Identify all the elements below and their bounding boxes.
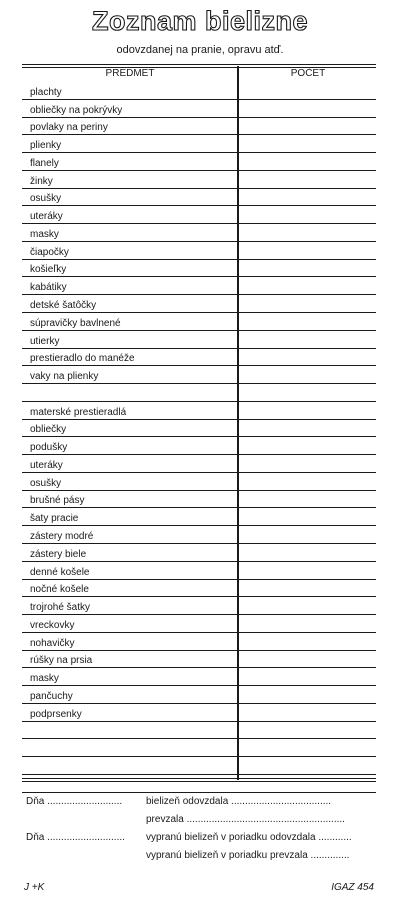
- item-label: čiapočky: [30, 246, 69, 258]
- table-row[interactable]: [22, 171, 376, 189]
- item-label: košieľky: [30, 264, 67, 276]
- table-row[interactable]: [22, 508, 376, 526]
- item-label: podprsenky: [30, 708, 82, 720]
- item-label: nohavičky: [30, 637, 75, 649]
- table-row[interactable]: [22, 739, 376, 757]
- item-label: obliečky na pokrývky: [30, 104, 123, 116]
- item-label: šaty pracie: [30, 513, 79, 525]
- date-field-1[interactable]: Dňa ...........................: [26, 796, 123, 807]
- item-label: masky: [30, 673, 59, 685]
- table-row[interactable]: [22, 331, 376, 349]
- table-row[interactable]: [22, 704, 376, 722]
- item-label: detské šatôčky: [30, 300, 97, 311]
- item-label: plachty: [30, 86, 62, 98]
- table-row[interactable]: [22, 224, 376, 242]
- table-row[interactable]: [22, 402, 376, 420]
- table-row[interactable]: [22, 526, 376, 544]
- table-row[interactable]: [22, 633, 376, 651]
- item-label: pančuchy: [30, 690, 73, 702]
- table-row[interactable]: [22, 366, 376, 384]
- item-label: uteráky: [30, 459, 63, 471]
- item-label: brušné pásy: [30, 495, 85, 507]
- date-field-2[interactable]: Dňa ............................: [26, 832, 125, 843]
- item-label: osušky: [30, 477, 62, 489]
- table-row[interactable]: [22, 277, 376, 295]
- footer-right: IGAZ 454: [331, 882, 374, 893]
- table-row[interactable]: [22, 686, 376, 704]
- table-row[interactable]: [22, 295, 376, 313]
- table-row[interactable]: [22, 455, 376, 473]
- item-label: materské prestieradlá: [30, 406, 127, 418]
- item-label: flanely: [30, 157, 59, 169]
- table-row[interactable]: [22, 615, 376, 633]
- table-row[interactable]: [22, 153, 376, 171]
- table-row[interactable]: [22, 491, 376, 509]
- table-row[interactable]: [22, 118, 376, 136]
- item-label: uteráky: [30, 211, 63, 223]
- table-row[interactable]: [22, 668, 376, 686]
- table-row[interactable]: [22, 313, 376, 331]
- table-row[interactable]: [22, 562, 376, 580]
- washed-handed-over-field[interactable]: vypranú bielizeň v poriadku odovzdala ............: [146, 832, 352, 843]
- page-title: Zoznam bielizne: [91, 6, 309, 36]
- table-row[interactable]: [22, 544, 376, 562]
- column-header-item: PREDMET: [105, 68, 155, 79]
- footer-left: J +K: [24, 882, 45, 893]
- table-row[interactable]: [22, 580, 376, 598]
- item-label: utierky: [30, 335, 60, 347]
- table-row[interactable]: [22, 260, 376, 278]
- item-label: vaky na plienky: [30, 371, 99, 383]
- table-row[interactable]: [22, 597, 376, 615]
- item-label: osušky: [30, 193, 62, 205]
- handed-over-field[interactable]: bielizeň odovzdala ....................................: [146, 796, 332, 807]
- table-row[interactable]: [22, 420, 376, 438]
- table-row[interactable]: [22, 206, 376, 224]
- item-label: kabátiky: [30, 282, 67, 294]
- item-label: obliečky: [30, 424, 67, 436]
- received-field[interactable]: prevzala .........................................................: [146, 814, 345, 825]
- table-row[interactable]: [22, 189, 376, 207]
- item-label: zástery biele: [30, 548, 87, 560]
- item-label: súpravičky bavlnené: [30, 317, 121, 329]
- table-row[interactable]: [22, 651, 376, 669]
- page-subtitle: odovzdanej na pranie, opravu atď.: [116, 44, 284, 56]
- table-row[interactable]: [22, 82, 376, 100]
- table-row[interactable]: [22, 349, 376, 367]
- table-row[interactable]: [22, 100, 376, 118]
- item-label: zástery modré: [30, 531, 94, 543]
- table-row[interactable]: [22, 722, 376, 740]
- table-row[interactable]: [22, 242, 376, 260]
- table-row[interactable]: [22, 384, 376, 402]
- item-label: denné košele: [30, 566, 90, 578]
- column-header-count: POČET: [290, 68, 326, 79]
- washed-received-field[interactable]: vypranú bielizeň v poriadku prevzala ..............: [146, 850, 350, 861]
- item-label: prestieradlo do manéže: [30, 353, 135, 365]
- item-label: podušky: [30, 442, 68, 454]
- table-bottom-rule: [22, 778, 376, 782]
- item-label: plienky: [30, 140, 62, 152]
- item-label: trojrohé šatky: [30, 602, 91, 614]
- item-label: povlaky na periny: [30, 122, 108, 134]
- item-label: vreckovky: [30, 619, 75, 631]
- table-row[interactable]: [22, 757, 376, 775]
- item-label: masky: [30, 228, 59, 240]
- item-label: rúšky na prsia: [30, 655, 93, 667]
- item-label: žinky: [30, 175, 53, 187]
- table-row[interactable]: [22, 135, 376, 153]
- table-row[interactable]: [22, 473, 376, 491]
- item-label: nočné košele: [30, 584, 89, 596]
- table-row[interactable]: [22, 437, 376, 455]
